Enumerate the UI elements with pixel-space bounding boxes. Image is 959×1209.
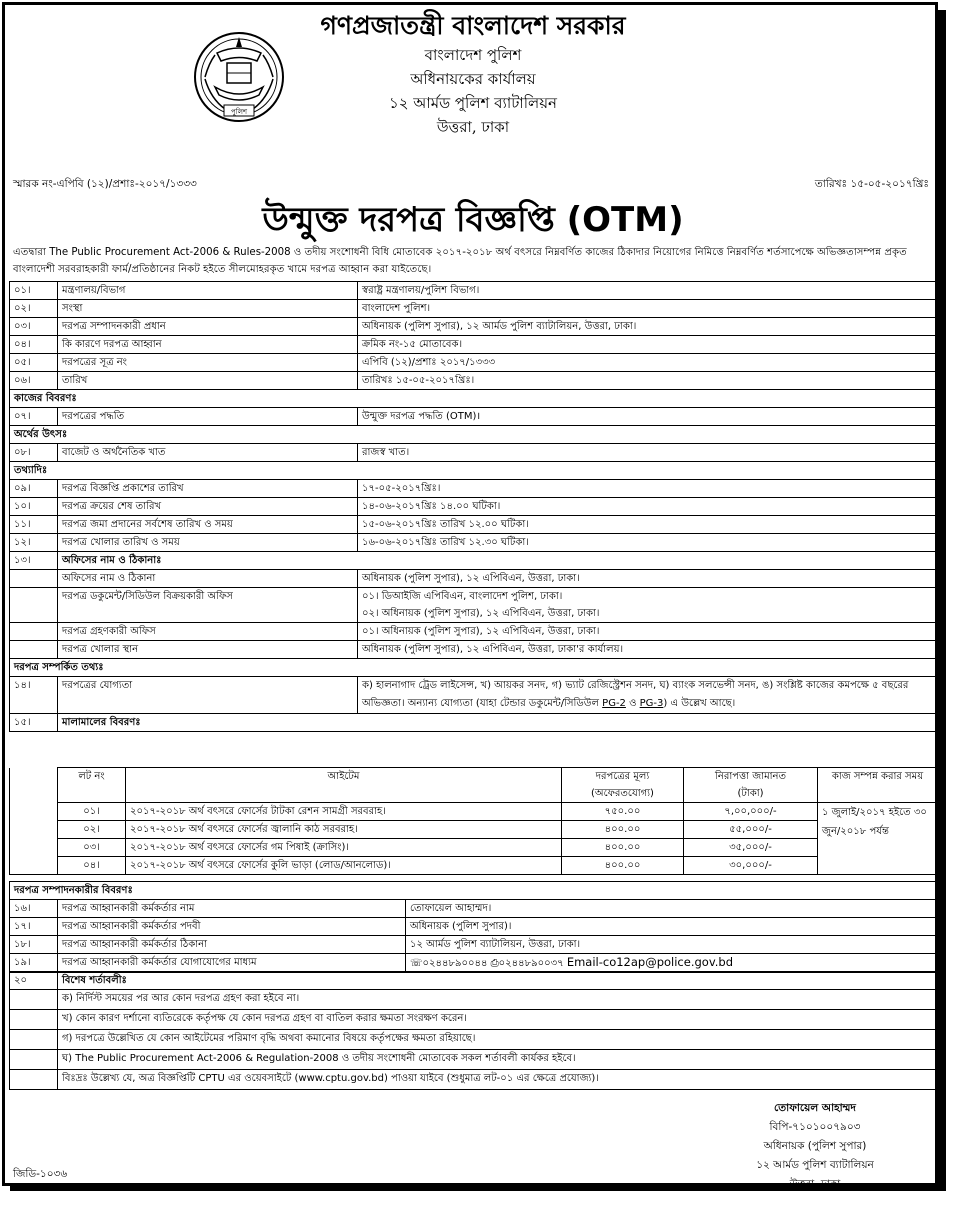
header-security-label: নিরাপত্তা জামানত (714, 771, 787, 782)
table-row (10, 408, 938, 426)
lot-number: ০৩। (58, 839, 126, 857)
row-label: অফিসের নাম ও ঠিকানাঃ (58, 552, 938, 570)
row-label: দরপত্র গ্রহণকারী অফিস (58, 623, 358, 641)
row-number: ১২। (10, 534, 58, 552)
goods-table (9, 767, 938, 875)
letterhead (5, 9, 941, 139)
item-price: ৪০০.০০ (562, 857, 684, 875)
page-shadow-right (938, 10, 946, 1190)
item-security: ৩০,০০০/- (684, 857, 818, 875)
row-value: তোফায়েল আহাম্মদ। (406, 900, 938, 918)
emblem-text: পুলিশ (230, 108, 248, 116)
row-label: দরপত্র ডকুমেন্ট/সিডিউল বিক্রয়কারী অফিস (58, 588, 358, 623)
table-row (10, 480, 938, 498)
eligibility-conj: ও (625, 698, 640, 709)
pg2-ref: PG-2 (602, 698, 626, 709)
completion-time (818, 803, 938, 875)
table-row (10, 318, 938, 336)
row-label: বিশেষ শর্তাবলীঃ (58, 972, 938, 990)
item-security: ৩৫,০০০/- (684, 839, 818, 857)
row-label: দরপত্র খোলার তারিখ ও সময় (58, 534, 358, 552)
condition-text: গ) দরপত্রে উল্লেখিত যে কোন আইটেমের পরিমাণ বৃদ্ধি অথবা কমানোর বিষয়ে কর্তৃপক্ষের ক্ষমতা রহিয়াছে। (58, 1030, 938, 1050)
section-title: দরপত্র সম্পর্কিত তথ্যঃ (10, 659, 938, 677)
table-row (10, 282, 938, 300)
office-name: অধিনায়কের কার্যালয় (410, 70, 536, 88)
row-number: ০৫। (10, 354, 58, 372)
row-label: কি কারণে দরপত্র আহ্বান (58, 336, 358, 354)
row-number: ০১। (10, 282, 58, 300)
condition-row (10, 990, 938, 1010)
eligibility-value (358, 677, 938, 714)
row-label: দরপত্র আহ্বানকারী কর্মকর্তার পদবী (58, 918, 406, 936)
row-value: স্বরাষ্ট্র মন্ত্রণালয়/পুলিশ বিভাগ। (358, 282, 938, 300)
row-number: ১৯। (10, 954, 58, 973)
section-header-work (10, 390, 938, 408)
row-value: ১৬-০৬-২০১৭খ্রিঃ তারিখ ১২.৩০ ঘটিকা। (358, 534, 938, 552)
row-value: ১৪-০৬-২০১৭খ্রিঃ ১৪.০০ ঘটিকা। (358, 498, 938, 516)
battalion-name: ১২ আর্মড পুলিশ ব্যাটালিয়ন (388, 94, 557, 112)
row-label: দরপত্রের পদ্ধতি (58, 408, 358, 426)
row-number: ০৯। (10, 480, 58, 498)
row-value: ১৫-০৬-২০১৭খ্রিঃ তারিখ ১২.০০ ঘটিকা। (358, 516, 938, 534)
item-desc: ২০১৭-২০১৮ অর্থ বৎসরে ফোর্সের টাটকা রেশন সামগ্রী সরবরাহ। (126, 803, 562, 821)
row-number: ১১। (10, 516, 58, 534)
row-label: অফিসের নাম ও ঠিকানা (58, 570, 358, 588)
header-security (684, 768, 818, 803)
row-label: দরপত্র আহ্বানকারী কর্মকর্তার যোগাযোগের মাধ্যম (58, 954, 406, 973)
notice-title: উন্মুক্ত দরপত্র বিজ্ঞপ্তি (OTM) (262, 200, 684, 240)
row-label: দরপত্রের সূত্র নং (58, 354, 358, 372)
table-row (10, 534, 938, 552)
row-label: দরপত্র আহ্বানকারী কর্মকর্তার ঠিকানা (58, 936, 406, 954)
table-row (10, 354, 938, 372)
row-label: দরপত্র সম্পাদনকারী প্রধান (58, 318, 358, 336)
table-row (10, 839, 938, 857)
table-row (10, 803, 938, 821)
table-row (10, 498, 938, 516)
row-number: ১৫। (10, 714, 58, 732)
row-label: দরপত্র খোলার স্থান (58, 641, 358, 659)
empty-cell (10, 1010, 58, 1030)
row-number: ২০ (10, 972, 58, 990)
row-number: ০৩। (10, 318, 58, 336)
section-title: অর্থের উৎসঃ (10, 426, 938, 444)
header-item: আইটেম (126, 768, 562, 803)
fax-number: ০২৪৪৮৯০০৩৭ (498, 958, 564, 969)
table-row (10, 552, 938, 570)
row-label: দরপত্র জমা প্রদানের সর্বশেষ তারিখ ও সময় (58, 516, 358, 534)
lot-number: ০১। (58, 803, 126, 821)
table-row (10, 857, 938, 875)
item-security: ৫৫,০০০/- (684, 821, 818, 839)
row-value: অধিনায়ক (পুলিশ সুপার), ১২ এপিবিএন, উত্তরা, ঢাকা'র কার্যালয়। (358, 641, 938, 659)
notice-date: তারিখঃ ১৫-০৫-২০১৭খ্রিঃ (814, 178, 929, 190)
table-row (10, 623, 938, 641)
signatory-name: তোফায়েল আহাম্মদ (774, 1102, 856, 1114)
row-label: বাজেট ও অর্থনৈতিক খাত (58, 444, 358, 462)
condition-row (10, 1010, 938, 1030)
condition-row (10, 1050, 938, 1070)
table-row (10, 918, 938, 936)
row-number: ১৩। (10, 552, 58, 570)
row-number: ১৭। (10, 918, 58, 936)
row-number: ০৬। (10, 372, 58, 390)
completion-time-line1: ১ জুলাই/২০১৭ হইতে ৩০ (822, 807, 927, 818)
section-title: তথ্যাদিঃ (10, 462, 938, 480)
lot-number: ০৪। (58, 857, 126, 875)
section-title: কাজের বিবরণঃ (10, 390, 938, 408)
item-price: ৪০০.০০ (562, 821, 684, 839)
row-label: তারিখ (58, 372, 358, 390)
row-number: ০৮। (10, 444, 58, 462)
condition-text: খ) কোন কারণ দর্শানো ব্যতিরেকে কর্তৃপক্ষ যে কোন দরপত্র গ্রহণ বা বাতিল করার ক্ষমতা সংরক্ষণ করেন। (58, 1010, 938, 1030)
header-lot: লট নং (58, 768, 126, 803)
signatory-bp: বিপি-৭১০১০০৭৯০৩ (769, 1121, 861, 1133)
completion-time-line2: জুন/২০১৮ পর্যন্ত (822, 826, 889, 837)
item-price: ৪০০.০০ (562, 839, 684, 857)
executor-table (9, 881, 938, 973)
row-value: ক্রমিক নং-১৫ মোতাবেক। (358, 336, 938, 354)
empty-cell (10, 1050, 58, 1070)
table-row (10, 516, 938, 534)
table-row (10, 444, 938, 462)
gd-code: জিডি-১০৩৬ (13, 1168, 68, 1180)
empty-cell (10, 990, 58, 1010)
signatory-place: উত্তরা, ঢাকা (789, 1178, 841, 1190)
empty-cell (10, 1030, 58, 1050)
office-line-1: ০১। ডিআইজি এপিবিএন, বাংলাদেশ পুলিশ, ঢাকা। (362, 591, 563, 602)
eligibility-text-end: ) এ উল্লেখ আছে। (663, 698, 736, 709)
table-row (10, 570, 938, 588)
row-value: এপিবি (১২)/প্রশাঃ ২০১৭/১৩৩৩ (358, 354, 938, 372)
org-name: বাংলাদেশ পুলিশ (424, 46, 522, 64)
table-row (10, 714, 938, 732)
table-row (10, 372, 938, 390)
section-header-info (10, 462, 938, 480)
item-security: ৭,০০,০০০/- (684, 803, 818, 821)
row-label: দরপত্র বিজ্ঞপ্তি প্রকাশের তারিখ (58, 480, 358, 498)
empty-cell (10, 641, 58, 659)
signatory-unit: ১২ আর্মড পুলিশ ব্যাটালিয়ন (756, 1159, 874, 1171)
condition-text: বিঃদ্রঃ উল্লেখ্য যে, অত্র বিজ্ঞপ্তিটি CPTU এর ওয়েবসাইটে (www.cptu.gov.bd) পাওয়া যাইবে (শুধুমাত্র লট-০১ এর ক্ষেত্রে প্রযোজ্য)। (58, 1070, 938, 1090)
eligibility-text: ক) হালনাগাদ ট্রেড লাইসেন্স, খ) আয়কর সনদ, গ) ভ্যাট রেজিস্ট্রেশন সনদ, ঘ) ব্যাংক সলভেন্সী সনদ, ঙ) সংশ্লিষ্ট কাজের কমপক্ষে ৫ বছরের অভিজ্ঞতা। অন্যান্য যোগ্যতা (যাহা টেন্ডার ডকুমেন্ট/সিডিউল (362, 680, 909, 709)
row-value: অধিনায়ক (পুলিশ সুপার)। (406, 918, 938, 936)
row-number: ০৭। (10, 408, 58, 426)
row-value: তারিখঃ ১৫-০৫-২০১৭খ্রিঃ। (358, 372, 938, 390)
table-row (10, 588, 938, 623)
row-number: ১৬। (10, 900, 58, 918)
row-value: রাজস্ব খাত। (358, 444, 938, 462)
signature-block (705, 1099, 925, 1194)
table-row (10, 336, 938, 354)
empty-cell (10, 768, 58, 875)
phone-number: ০২৪৪৮৯০০৪৪ (422, 958, 488, 969)
condition-row (10, 1070, 938, 1090)
empty-cell (10, 623, 58, 641)
item-price: ৭৫০.০০ (562, 803, 684, 821)
table-row (10, 677, 938, 714)
row-number: ০৪। (10, 336, 58, 354)
header-price (562, 768, 684, 803)
tender-details-table (9, 281, 938, 732)
intro-paragraph: এতদ্বারা The Public Procurement Act-2006 & Rules-2008 ও তদীয় সংশোধনী বিধি মোতাবেক ২০১৭-২০১৮ অর্থ বৎসরে নিম্নবর্ণিত কাজের ঠিকাদার নিয়োগের নিমিত্তে নিম্নবর্ণিত শর্তসাপেক্ষে অভিজ্ঞতাসম্পন্ন প্রকৃত বাংলাদেশী সরবরাহকারী ফার্ম/প্রতিষ্ঠানের নিকট হইতে সীলমোহরকৃত খামে দরপত্র আহ্বান করা যাইতেছে। (13, 247, 907, 275)
row-label: সংস্থা (58, 300, 358, 318)
gov-title: গণপ্রজাতন্ত্রী বাংলাদেশ সরকার (320, 11, 626, 40)
row-number: ১০। (10, 498, 58, 516)
row-label: দরপত্র আহ্বানকারী কর্মকর্তার নাম (58, 900, 406, 918)
row-value: ০১। অধিনায়ক (পুলিশ সুপার), ১২ এপিবিএন, উত্তরা, ঢাকা। (358, 623, 938, 641)
row-label: দরপত্র ক্রয়ের শেষ তারিখ (58, 498, 358, 516)
row-label: মন্ত্রণালয়/বিভাগ (58, 282, 358, 300)
email-address[interactable]: Email-co12ap@police.gov.bd (566, 955, 733, 969)
row-value: উন্মুক্ত দরপত্র পদ্ধতি (OTM)। (358, 408, 938, 426)
header-price-sub: (অফেরতযোগ্য) (591, 788, 654, 799)
signatory-designation: অধিনায়ক (পুলিশ সুপার) (763, 1140, 867, 1152)
row-value: অধিনায়ক (পুলিশ সুপার), ১২ এপিবিএন, উত্তরা, ঢাকা। (358, 570, 938, 588)
memo-number: স্মারক নং-এপিবি (১২)/প্রশাঃ-২০১৭/১৩৩৩ (13, 178, 197, 190)
row-value: বাংলাদেশ পুলিশ। (358, 300, 938, 318)
condition-row (10, 1030, 938, 1050)
empty-cell (10, 588, 58, 623)
pg3-ref: PG-3 (639, 698, 664, 709)
section-header-fund (10, 426, 938, 444)
row-value: ১২ আর্মড পুলিশ ব্যাটালিয়ন, উত্তরা, ঢাকা। (406, 936, 938, 954)
header-price-label: দরপত্রের মূল্য (595, 771, 650, 782)
row-value: ১৭-০৫-২০১৭খ্রিঃ। (358, 480, 938, 498)
header-time: কাজ সম্পন্ন করার সময় (818, 768, 938, 803)
table-row (10, 300, 938, 318)
lot-number: ০২। (58, 821, 126, 839)
section-title: দরপত্র সম্পাদনকারীর বিবরণঃ (10, 882, 938, 900)
location: উত্তরা, ঢাকা (436, 118, 510, 136)
table-row (10, 972, 938, 990)
row-value (358, 588, 938, 623)
header-security-sub: (টাকা) (737, 788, 764, 799)
row-number: ১৮। (10, 936, 58, 954)
item-desc: ২০১৭-২০১৮ অর্থ বৎসরে ফোর্সের গম পিষাই (ক্রাসিং)। (126, 839, 562, 857)
item-desc: ২০১৭-২০১৮ অর্থ বৎসরে ফোর্সের কুলি ভাড়া (লোড/আনলোড)। (126, 857, 562, 875)
section-header-executor (10, 882, 938, 900)
row-value: অধিনায়ক (পুলিশ সুপার), ১২ আর্মড পুলিশ ব্যাটালিয়ন, উত্তরা, ঢাকা। (358, 318, 938, 336)
row-number: ০২। (10, 300, 58, 318)
item-desc: ২০১৭-২০১৮ অর্থ বৎসরে ফোর্সের জ্বালানি কাঠ সরবরাহ। (126, 821, 562, 839)
notice-page (2, 2, 938, 1190)
table-row (10, 936, 938, 954)
row-label: মালামালের বিবরণঃ (58, 714, 938, 732)
table-row (10, 641, 938, 659)
table-row (10, 900, 938, 918)
table-row (10, 821, 938, 839)
row-label: দরপত্রের যোগ্যতা (58, 677, 358, 714)
condition-text: ক) নির্দিস্ট সময়ের পর আর কোন দরপত্র গ্রহণ করা হইবে না। (58, 990, 938, 1010)
empty-cell (10, 1070, 58, 1090)
row-number: ১৪। (10, 677, 58, 714)
fax-icon: ⎙ (490, 958, 499, 969)
conditions-table (9, 971, 938, 1090)
office-line-2: ০২। অধিনায়ক (পুলিশ সুপার), ১২ এপিবিএন, উত্তরা, ঢাকা। (362, 608, 600, 619)
section-header-tender (10, 659, 938, 677)
goods-header-row (10, 768, 938, 803)
condition-text: ঘ) The Public Procurement Act-2006 & Regulation-2008 ও তদীয় সংশোধনী মোতাবেক সকল শর্তাবলী কার্যকর হইবে। (58, 1050, 938, 1070)
table-row (10, 954, 938, 973)
phone-icon: ☏ (410, 958, 423, 969)
empty-cell (10, 570, 58, 588)
contact-value (406, 954, 938, 973)
